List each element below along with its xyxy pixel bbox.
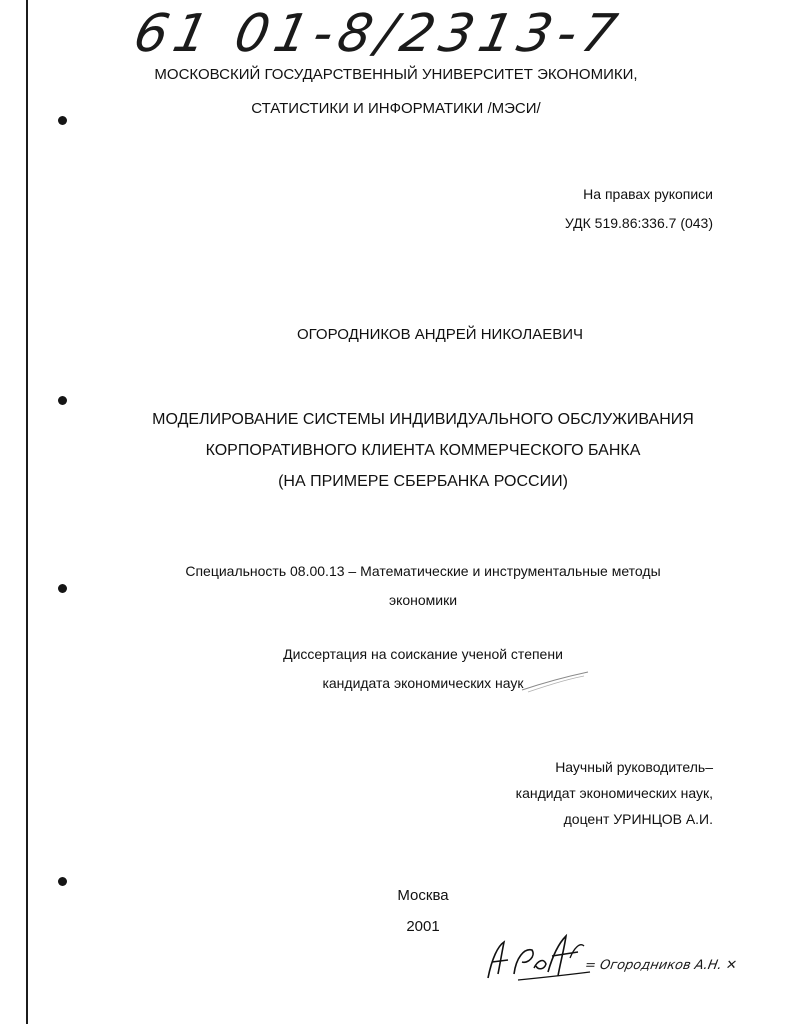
- specialty-line1: Специальность 08.00.13 – Математические и инструментальные методы: [185, 563, 661, 579]
- supervisor-line3: доцент УРИНЦОВ А.И.: [563, 811, 713, 827]
- binding-hole-mark: [58, 396, 67, 405]
- dissertation-title-line2: КОРПОРАТИВНОГО КЛИЕНТА КОММЕРЧЕСКОГО БАНКА: [205, 442, 641, 459]
- author-name: ОГОРОДНИКОВ АНДРЕЙ НИКОЛАЕВИЧ: [296, 326, 584, 343]
- supervisor-line1: Научный руководитель–: [555, 759, 713, 775]
- archive-number-handwritten: 61 01-8/2313-7: [128, 4, 628, 64]
- binding-hole-mark: [58, 877, 67, 886]
- udk-code: УДК 519.86:336.7 (043): [564, 215, 713, 231]
- author-signature: [478, 928, 598, 988]
- year: 2001: [406, 918, 440, 935]
- city: Москва: [397, 887, 449, 904]
- degree-line2: кандидата экономических наук: [322, 675, 524, 691]
- supervisor-line2: кандидат экономических наук,: [515, 785, 713, 801]
- pencil-stroke: [520, 668, 590, 696]
- degree-line1: Диссертация на соискание ученой степени: [283, 646, 563, 662]
- dissertation-title-line1: МОДЕЛИРОВАНИЕ СИСТЕМЫ ИНДИВИДУАЛЬНОГО ОБСЛУЖИВАНИЯ: [152, 411, 694, 428]
- specialty-line2: экономики: [388, 592, 458, 608]
- university-name-line2: СТАТИСТИКИ И ИНФОРМАТИКИ /МЭСИ/: [251, 100, 541, 117]
- manuscript-rights: На правах рукописи: [583, 186, 713, 202]
- signature-name-handwritten: = Огородников А.Н. ✕: [583, 958, 739, 973]
- binding-hole-mark: [58, 116, 67, 125]
- scan-left-edge: [26, 0, 28, 1024]
- dissertation-title-line3: (НА ПРИМЕРЕ СБЕРБАНКА РОССИИ): [278, 473, 568, 490]
- university-name-line1: МОСКОВСКИЙ ГОСУДАРСТВЕННЫЙ УНИВЕРСИТЕТ ЭКОНОМИКИ,: [154, 66, 638, 83]
